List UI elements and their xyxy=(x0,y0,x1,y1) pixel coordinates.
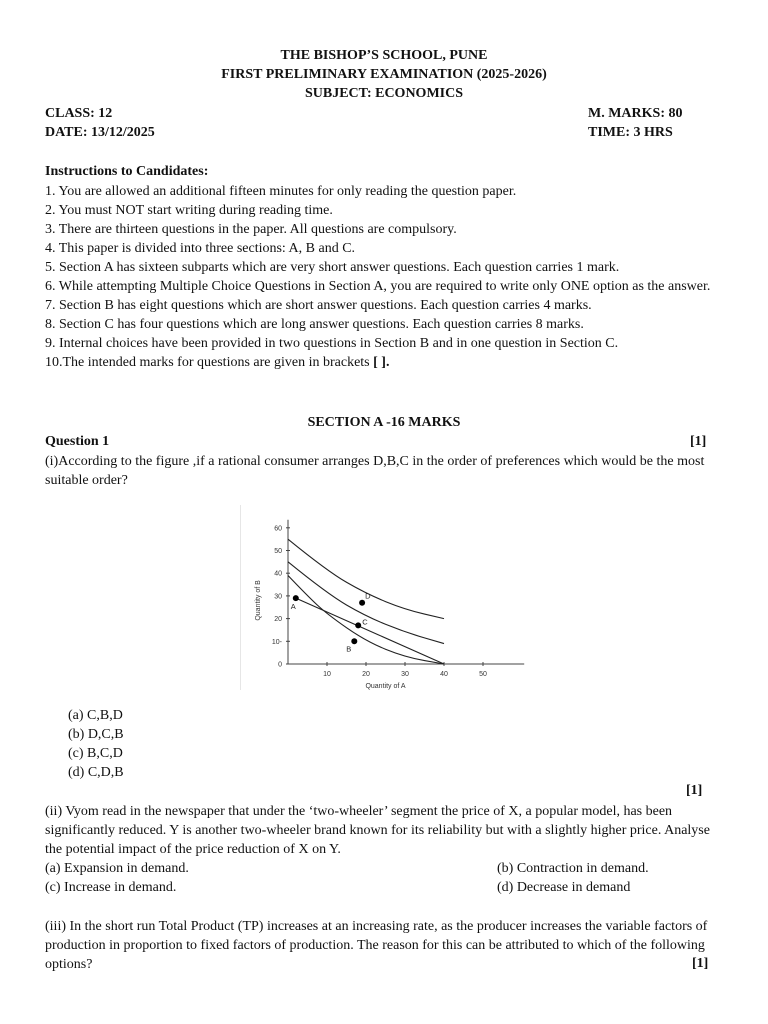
exam-title: FIRST PRELIMINARY EXAMINATION (2025-2026) xyxy=(221,67,547,82)
question-1-iii-text: (iii) In the short run Total Product (TP) increases at an increasing rate, as the producer increases the variable factors of production in proportion to fixed factors of production. The reason for this can be attributed to which of the following options? xyxy=(45,919,708,972)
x-tick-label: 20 xyxy=(362,671,370,678)
y-tick-label: 20 xyxy=(274,616,282,624)
q1-iii-marks: [1] xyxy=(692,956,709,971)
instruction-item: 4. This paper is divided into three sections: A, B and C. xyxy=(45,241,356,256)
x-axis-label: Quantity of A xyxy=(365,683,406,690)
x-tick-label: 30 xyxy=(401,671,409,678)
point-label-a: A xyxy=(290,602,296,612)
instructions-list xyxy=(45,182,725,372)
instruction-item: 7. Section B has eight questions which are short answer questions. Each question carries 4 marks. xyxy=(45,298,592,313)
instruction-item-10-bracket: [ ]. xyxy=(373,355,390,370)
instruction-item: 1. You are allowed an additional fifteen minutes for only reading the question paper. xyxy=(45,184,517,199)
q1-i-option-b[interactable]: (b) D,C,B xyxy=(68,727,124,742)
instruction-item xyxy=(45,353,725,372)
subject-title: SUBJECT: ECONOMICS xyxy=(304,86,464,101)
x-tick-label: 40 xyxy=(440,671,448,678)
curve-budget-line xyxy=(296,598,444,664)
question-1-i-text: (i)According to the figure ,if a rational consumer arranges D,B,C in the order of preferences which would be the most suitable order? xyxy=(45,454,705,488)
time-label: TIME: 3 HRS xyxy=(588,125,673,140)
point-label-b: B xyxy=(346,644,352,654)
point-b xyxy=(351,638,357,644)
instruction-item: 5. Section A has sixteen subparts which are very short answer questions. Each question carries 1 mark. xyxy=(45,260,620,275)
x-tick-label: 50 xyxy=(479,671,487,678)
q1-ii-marks: [1] xyxy=(686,783,703,798)
y-tick-label: 40 xyxy=(274,570,282,578)
q1-ii-option-c[interactable]: (c) Increase in demand. xyxy=(45,880,177,895)
date-label: DATE: 13/12/2025 xyxy=(45,125,155,140)
q1-i-option-d[interactable]: (d) C,D,B xyxy=(68,765,124,780)
q1-i-option-c[interactable]: (c) B,C,D xyxy=(68,746,123,761)
instruction-item: 6. While attempting Multiple Choice Questions in Section A, you are required to write only ONE option as the answer. xyxy=(45,279,711,294)
y-tick-label: 60 xyxy=(274,525,282,533)
section-a-heading: SECTION A -16 MARKS xyxy=(307,415,461,430)
y-axis-label: Quantity of B xyxy=(255,580,262,621)
q1-ii-option-a[interactable]: (a) Expansion in demand. xyxy=(45,861,189,876)
curve-middle-curve xyxy=(288,562,444,644)
instruction-item: 3. There are thirteen questions in the paper. All questions are compulsory. xyxy=(45,222,457,237)
instruction-item: 8. Section C has four questions which are long answer questions. Each question carries 8 marks. xyxy=(45,317,584,332)
point-a xyxy=(293,595,299,601)
instruction-item-10-text: 10.The intended marks for questions are given in brackets xyxy=(45,355,374,370)
q1-ii-option-d[interactable]: (d) Decrease in demand xyxy=(497,880,631,895)
question-1-ii-text: (ii) Vyom read in the newspaper that under the ‘two-wheeler’ segment the price of X, a popular model, has been significantly reduced. Y is another two-wheeler brand known for its reliability but with a slightly higher price. Analyse the potential impact of the price reduction of X on Y. xyxy=(45,804,710,857)
y-tick-label: 0 xyxy=(278,661,282,669)
curve-upper-curve xyxy=(288,539,444,618)
question-1-label: Question 1 xyxy=(45,434,110,449)
instruction-item: 9. Internal choices have been provided in two questions in Section B and in one question in Section C. xyxy=(45,336,619,351)
point-label-d: D xyxy=(365,591,371,601)
question-1-marks: [1] xyxy=(690,434,707,449)
point-label-c: C xyxy=(362,617,368,627)
q1-ii-option-b[interactable]: (b) Contraction in demand. xyxy=(497,861,649,876)
instructions-heading: Instructions to Candidates: xyxy=(45,164,209,179)
class-label: CLASS: 12 xyxy=(45,106,113,121)
indifference-curve-chart xyxy=(240,505,525,695)
instruction-item: 2. You must NOT start writing during reading time. xyxy=(45,203,333,218)
max-marks-label: M. MARKS: 80 xyxy=(588,106,683,121)
q1-i-option-a[interactable]: (a) C,B,D xyxy=(68,708,123,723)
x-tick-label: 10 xyxy=(323,671,331,678)
y-tick-label: 30 xyxy=(274,593,282,601)
school-name: THE BISHOP’S SCHOOL, PUNE xyxy=(280,48,488,63)
point-c xyxy=(355,622,361,628)
y-tick-label: 50 xyxy=(274,548,282,555)
y-tick-label: 10- xyxy=(271,638,282,646)
